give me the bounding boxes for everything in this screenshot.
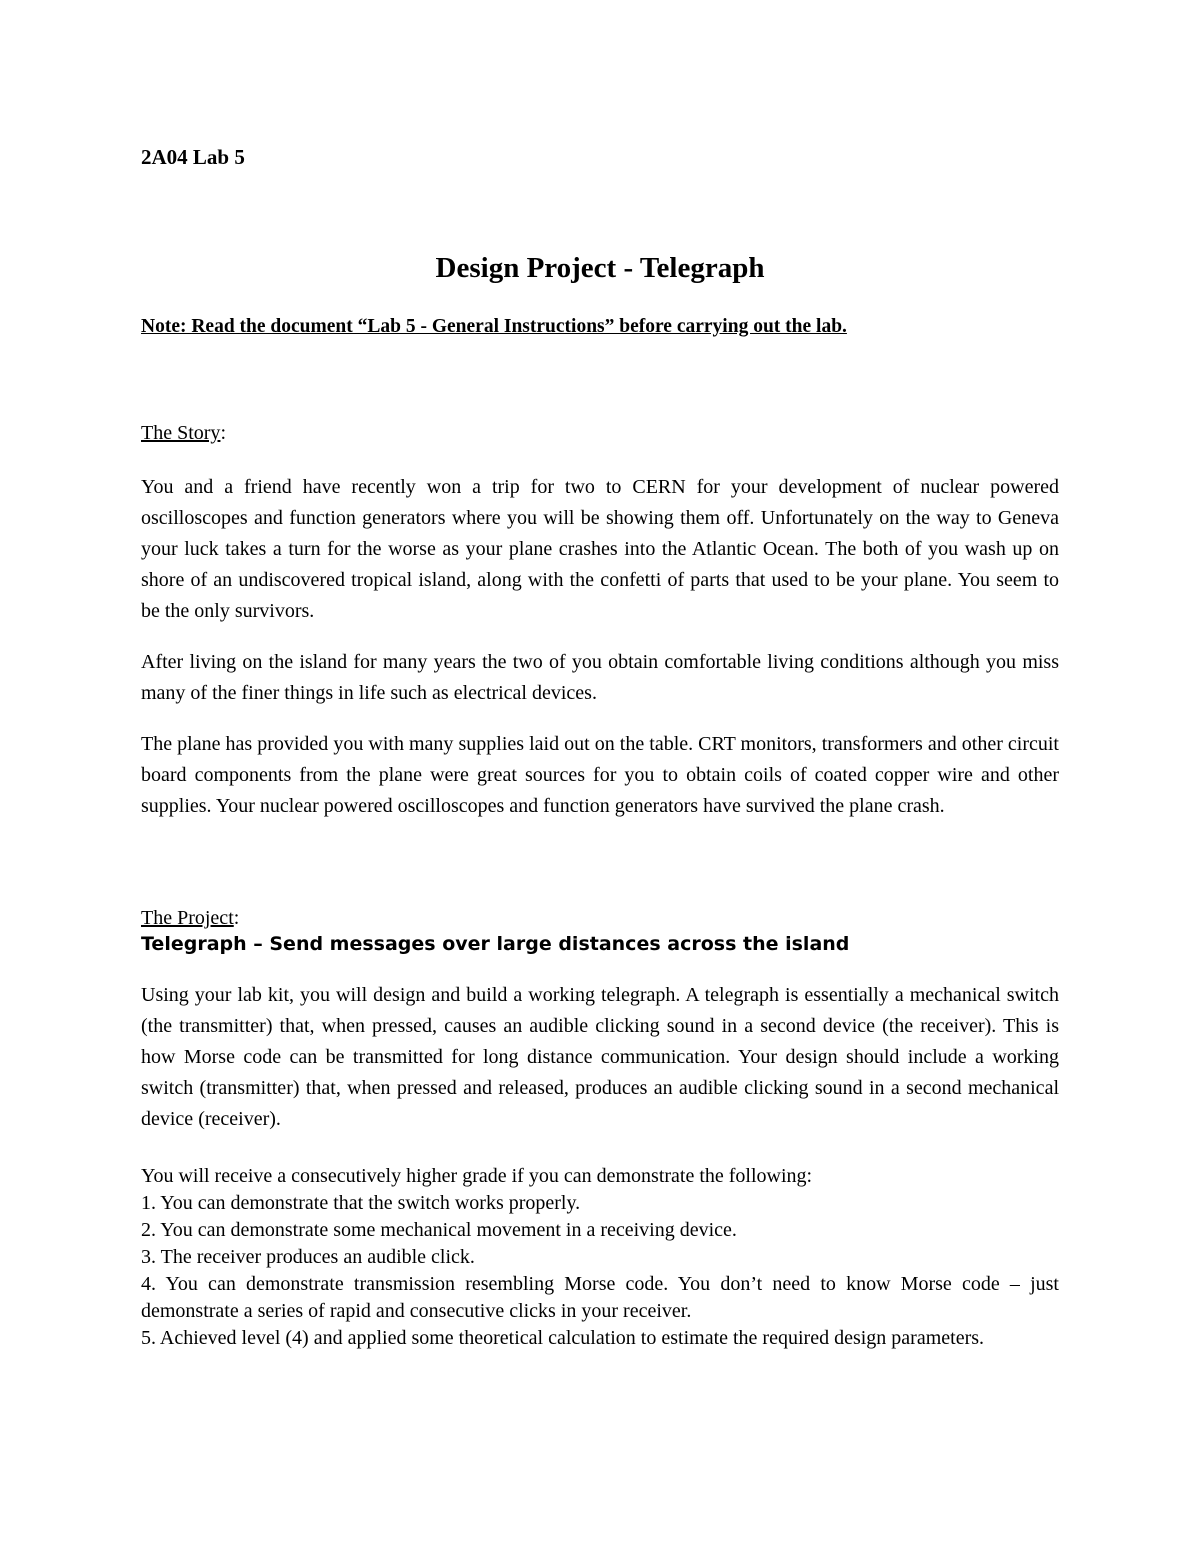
page-title: Design Project - Telegraph: [435, 252, 765, 284]
project-heading-colon: :: [233, 907, 240, 929]
grading-intro: You will receive a consecutively higher grade if you can demonstrate the following:: [141, 1165, 813, 1187]
story-heading: [141, 422, 1059, 445]
story-heading-colon: :: [220, 422, 226, 444]
story-paragraph-3: The plane has provided you with many supplies laid out on the table. CRT monitors, transformers and other circuit board components from the plane were great sources for you to obtain coils of coated copper wire and other supplies. Your nuclear powered oscilloscopes and function generators have survived the plane crash.: [141, 733, 1059, 817]
instructions-note: Note: Read the document “Lab 5 - General Instructions” before carrying out the lab.: [141, 316, 847, 337]
project-description: Using your lab kit, you will design and build a working telegraph. A telegraph is essentially a mechanical switch (the transmitter) that, when pressed, causes an audible clicking sound in a second device (the receiver). This is how Morse code can be transmitted for long distance communication. Your design should include a working switch (transmitter) that, when pressed and released, produces an audible clicking sound in a second mechanical device (receiver).: [141, 984, 1059, 1130]
grading-list: [141, 1190, 1059, 1352]
grading-criteria: [141, 1163, 1059, 1352]
grading-item-5: 5. Achieved level (4) and applied some theoretical calculation to estimate the required design parameters.: [141, 1327, 985, 1349]
grading-item-4: 4. You can demonstrate transmission resembling Morse code. You don’t need to know Morse code – just demonstrate a series of rapid and consecutive clicks in your receiver.: [141, 1273, 1059, 1322]
story-paragraph-2: After living on the island for many years the two of you obtain comfortable living conditions although you miss many of the finer things in life such as electrical devices.: [141, 651, 1059, 704]
project-subheading: Telegraph – Send messages over large distances across the island: [141, 933, 850, 955]
project-heading-text: The Project: [141, 907, 234, 929]
project-heading: [141, 907, 1059, 930]
grading-item-3: 3. The receiver produces an audible click.: [141, 1246, 475, 1268]
grading-item-1: 1. You can demonstrate that the switch works properly.: [141, 1192, 581, 1214]
grading-item-2: 2. You can demonstrate some mechanical movement in a receiving device.: [141, 1219, 737, 1241]
story-heading-text: The Story: [141, 422, 221, 444]
story-paragraph-1: You and a friend have recently won a trip for two to CERN for your development of nuclear powered oscilloscopes and function generators where you will be showing them off. Unfortunately on the way to Geneva your luck takes a turn for the worse as your plane crashes into the Atlantic Ocean. The both of you wash up on shore of an undiscovered tropical island, along with the confetti of parts that used to be your plane. You seem to be the only survivors.: [141, 476, 1059, 622]
lab-code: 2A04 Lab 5: [141, 145, 245, 169]
